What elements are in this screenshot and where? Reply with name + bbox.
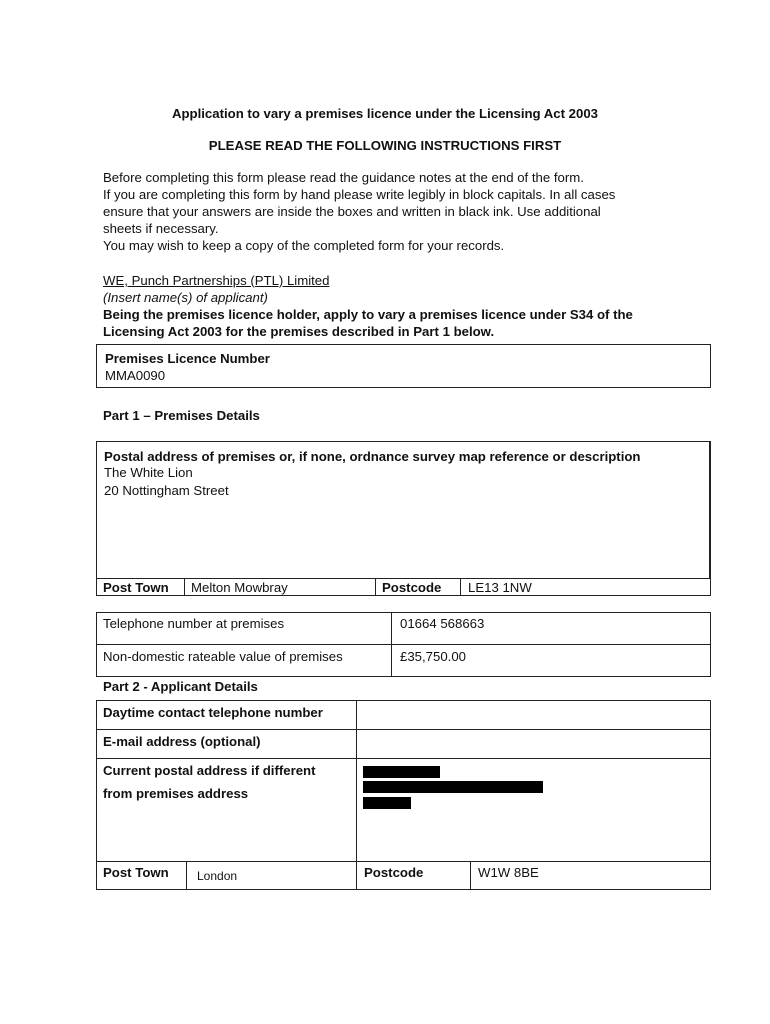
statement-line-1: Being the premises licence holder, apply to vary a premises licence under S34 of the bbox=[103, 307, 633, 322]
applicant-post-town-value-cell[interactable] bbox=[186, 861, 357, 890]
current-address-label-line-2: from premises address bbox=[103, 786, 249, 801]
part1-heading: Part 1 – Premises Details bbox=[103, 408, 260, 423]
current-address-value-cell[interactable] bbox=[356, 758, 711, 862]
premises-address-line-1[interactable]: The White Lion bbox=[104, 465, 193, 480]
applicant-post-town-value[interactable]: London bbox=[197, 869, 238, 883]
applicant-postcode-label: Postcode bbox=[364, 865, 424, 880]
post-town-value[interactable]: Melton Mowbray bbox=[191, 580, 288, 595]
rateable-label: Non-domestic rateable value of premises bbox=[103, 649, 343, 664]
licence-number-label: Premises Licence Number bbox=[105, 351, 270, 366]
redaction-bar bbox=[363, 766, 440, 778]
current-address-label-line-1: Current postal address if different bbox=[103, 763, 316, 778]
premises-address-box bbox=[96, 441, 711, 579]
instruction-line: sheets if necessary. bbox=[103, 221, 219, 236]
postcode-value[interactable]: LE13 1NW bbox=[468, 580, 532, 595]
post-town-label-cell bbox=[96, 578, 185, 596]
telephone-label: Telephone number at premises bbox=[103, 616, 285, 631]
instruction-line: ensure that your answers are inside the boxes and written in black ink. Use additional bbox=[103, 204, 601, 219]
postcode-label-cell bbox=[375, 578, 461, 596]
applicant-postcode-value[interactable]: W1W 8BE bbox=[478, 865, 539, 880]
current-address-label-cell bbox=[96, 758, 357, 862]
applicant-name-line: WE, Punch Partnerships (PTL) Limited bbox=[103, 273, 330, 288]
applicant-post-town-label: Post Town bbox=[103, 865, 169, 880]
statement-line-2: Licensing Act 2003 for the premises described in Part 1 below. bbox=[103, 324, 495, 339]
instructions-heading: PLEASE READ THE FOLLOWING INSTRUCTIONS FIRST bbox=[208, 138, 562, 153]
telephone-value[interactable]: 01664 568663 bbox=[400, 616, 485, 631]
rateable-value[interactable]: £35,750.00 bbox=[400, 649, 467, 664]
applicant-postcode-label-cell bbox=[356, 861, 471, 890]
insert-name-note: (Insert name(s) of applicant) bbox=[103, 290, 268, 305]
post-town-label: Post Town bbox=[103, 580, 169, 595]
redaction-bar bbox=[363, 781, 543, 793]
postcode-label: Postcode bbox=[382, 580, 442, 595]
instructions-block bbox=[103, 169, 615, 254]
licence-number-box bbox=[96, 344, 711, 388]
email-value-cell[interactable] bbox=[356, 729, 711, 759]
premises-address-line-2[interactable]: 20 Nottingham Street bbox=[104, 483, 229, 498]
email-label: E-mail address (optional) bbox=[103, 734, 261, 749]
rateable-value-cell[interactable] bbox=[391, 644, 711, 677]
premises-address-label: Postal address of premises or, if none, ordnance survey map reference or description bbox=[104, 449, 641, 464]
postcode-value-cell[interactable] bbox=[460, 578, 711, 596]
instruction-line: Before completing this form please read the guidance notes at the end of the form. bbox=[103, 170, 584, 185]
part2-heading: Part 2 - Applicant Details bbox=[103, 679, 258, 694]
rateable-label-cell bbox=[96, 644, 392, 677]
daytime-phone-label-cell bbox=[96, 700, 357, 730]
telephone-label-cell bbox=[96, 612, 392, 645]
redaction-bar bbox=[363, 797, 411, 809]
form-title: Application to vary a premises licence under the Licensing Act 2003 bbox=[171, 106, 599, 121]
applicant-postcode-value-cell[interactable] bbox=[470, 861, 711, 890]
telephone-value-cell[interactable] bbox=[391, 612, 711, 645]
applicant-intro bbox=[103, 272, 633, 340]
daytime-phone-label: Daytime contact telephone number bbox=[103, 705, 323, 720]
post-town-value-cell[interactable] bbox=[184, 578, 376, 596]
email-label-cell bbox=[96, 729, 357, 759]
applicant-post-town-label-cell bbox=[96, 861, 187, 890]
daytime-phone-value-cell[interactable] bbox=[356, 700, 711, 730]
licence-number-value[interactable]: MMA0090 bbox=[105, 368, 166, 383]
instruction-line: If you are completing this form by hand please write legibly in block capitals. In all cases bbox=[103, 187, 616, 202]
instruction-line: You may wish to keep a copy of the completed form for your records. bbox=[103, 238, 505, 253]
